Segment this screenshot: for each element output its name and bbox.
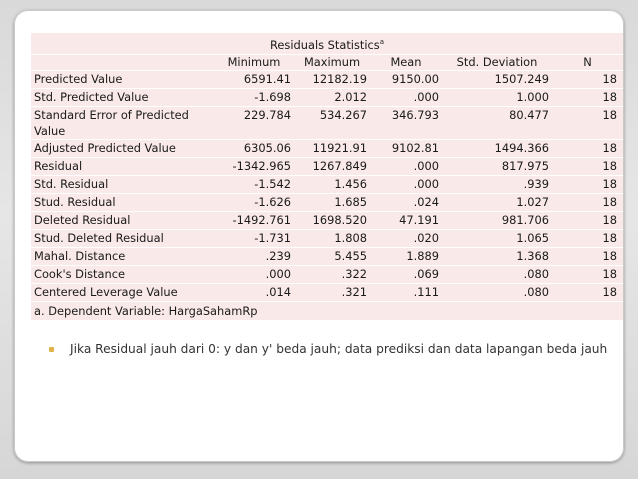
cell-maximum: 5.455 (294, 247, 370, 265)
table-title-row (31, 33, 623, 54)
cell-n: 18 (552, 229, 623, 247)
cell-std-deviation: .939 (442, 175, 552, 193)
table-row (31, 211, 623, 229)
row-label: Deleted Residual (31, 211, 214, 229)
cell-mean: 346.793 (370, 106, 442, 139)
row-label: Centered Leverage Value (31, 283, 214, 301)
cell-n: 18 (552, 157, 623, 175)
cell-std-deviation: 1.000 (442, 88, 552, 106)
cell-mean: .020 (370, 229, 442, 247)
cell-n: 18 (552, 283, 623, 301)
column-header-minimum: Minimum (214, 54, 294, 70)
cell-std-deviation: 1.368 (442, 247, 552, 265)
cell-maximum: 1698.520 (294, 211, 370, 229)
cell-std-deviation: 981.706 (442, 211, 552, 229)
cell-maximum: 1.808 (294, 229, 370, 247)
cell-maximum: 1267.849 (294, 157, 370, 175)
cell-mean: 9150.00 (370, 70, 442, 88)
cell-mean: 9102.81 (370, 139, 442, 157)
bullet-marker-icon (49, 347, 54, 352)
table-row (31, 193, 623, 211)
cell-std-deviation: .080 (442, 265, 552, 283)
residuals-statistics-table (31, 33, 623, 321)
cell-maximum: .322 (294, 265, 370, 283)
table-row (31, 139, 623, 157)
table-row (31, 157, 623, 175)
cell-maximum: 534.267 (294, 106, 370, 139)
table-footnote-row (31, 301, 623, 320)
table-row (31, 106, 623, 139)
cell-maximum: 11921.91 (294, 139, 370, 157)
cell-mean: 47.191 (370, 211, 442, 229)
cell-n: 18 (552, 139, 623, 157)
cell-maximum: 2.012 (294, 88, 370, 106)
row-label: Predicted Value (31, 70, 214, 88)
cell-n: 18 (552, 70, 623, 88)
cell-maximum: 1.456 (294, 175, 370, 193)
cell-n: 18 (552, 88, 623, 106)
table-row (31, 70, 623, 88)
cell-minimum: .239 (214, 247, 294, 265)
table-row (31, 247, 623, 265)
cell-minimum: -1.626 (214, 193, 294, 211)
cell-std-deviation: 817.975 (442, 157, 552, 175)
cell-mean: .000 (370, 175, 442, 193)
cell-mean: .069 (370, 265, 442, 283)
row-label: Std. Residual (31, 175, 214, 193)
table-footnote: a. Dependent Variable: HargaSahamRp (31, 301, 623, 320)
column-header-std-deviation: Std. Deviation (442, 54, 552, 70)
table-title-superscript: a (379, 38, 385, 46)
cell-minimum: -1.698 (214, 88, 294, 106)
cell-std-deviation: 1.065 (442, 229, 552, 247)
cell-maximum: .321 (294, 283, 370, 301)
row-label: Stud. Deleted Residual (31, 229, 214, 247)
cell-minimum: 229.784 (214, 106, 294, 139)
column-header-label (31, 54, 214, 70)
cell-mean: 1.889 (370, 247, 442, 265)
cell-minimum: -1.731 (214, 229, 294, 247)
cell-n: 18 (552, 247, 623, 265)
cell-minimum: -1492.761 (214, 211, 294, 229)
table-header-row (31, 54, 623, 70)
cell-mean: .000 (370, 88, 442, 106)
cell-std-deviation: .080 (442, 283, 552, 301)
bullet-text: Jika Residual jauh dari 0: y dan y' beda jauh; data prediksi dan data lapangan beda jauh (70, 342, 608, 356)
row-label: Standard Error of Predicted Value (31, 106, 214, 139)
row-label: Cook's Distance (31, 265, 214, 283)
cell-n: 18 (552, 106, 623, 139)
row-label: Stud. Residual (31, 193, 214, 211)
cell-std-deviation: 1507.249 (442, 70, 552, 88)
table-row (31, 265, 623, 283)
table-row (31, 88, 623, 106)
cell-minimum: 6305.06 (214, 139, 294, 157)
cell-minimum: -1342.965 (214, 157, 294, 175)
cell-std-deviation: 1494.366 (442, 139, 552, 157)
column-header-mean: Mean (370, 54, 442, 70)
row-label: Adjusted Predicted Value (31, 139, 214, 157)
cell-n: 18 (552, 211, 623, 229)
column-header-n: N (552, 54, 623, 70)
cell-maximum: 12182.19 (294, 70, 370, 88)
column-header-maximum: Maximum (294, 54, 370, 70)
cell-minimum: 6591.41 (214, 70, 294, 88)
cell-n: 18 (552, 175, 623, 193)
table-title: Residuals Statistics$^a$ (31, 33, 623, 54)
cell-minimum: -1.542 (214, 175, 294, 193)
cell-maximum: 1.685 (294, 193, 370, 211)
table-row (31, 175, 623, 193)
table-row (31, 229, 623, 247)
cell-mean: .000 (370, 157, 442, 175)
slide-content (14, 10, 624, 462)
cell-mean: .111 (370, 283, 442, 301)
cell-n: 18 (552, 193, 623, 211)
cell-mean: .024 (370, 193, 442, 211)
cell-std-deviation: 1.027 (442, 193, 552, 211)
row-label: Mahal. Distance (31, 247, 214, 265)
bullet-point (49, 340, 609, 359)
cell-std-deviation: 80.477 (442, 106, 552, 139)
table-row (31, 283, 623, 301)
cell-n: 18 (552, 265, 623, 283)
cell-minimum: .000 (214, 265, 294, 283)
row-label: Residual (31, 157, 214, 175)
row-label: Std. Predicted Value (31, 88, 214, 106)
cell-minimum: .014 (214, 283, 294, 301)
